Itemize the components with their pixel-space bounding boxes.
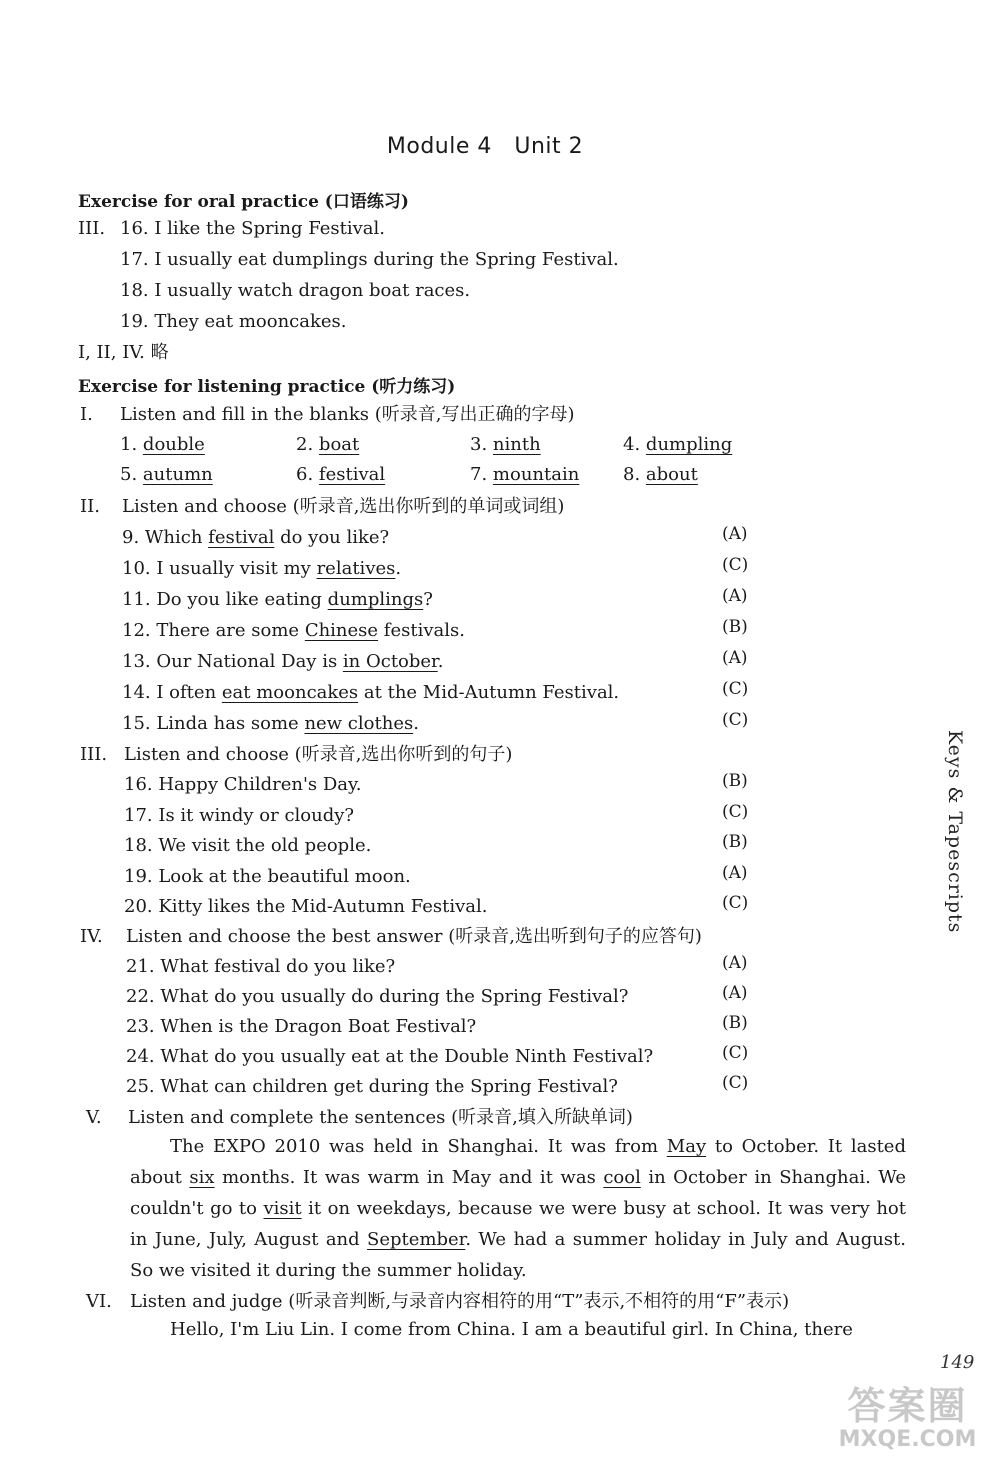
answer-choice: (B) bbox=[722, 771, 748, 791]
section-title: Listen and choose (听录音,选出你听到的单词或词组) bbox=[122, 496, 565, 517]
section-title: Listen and choose the best answer (听录音,选出听到句子的应答句) bbox=[126, 926, 702, 947]
section-label: II. bbox=[80, 496, 100, 517]
watermark-text: 答案圈 bbox=[847, 1384, 968, 1428]
answer-choice: (A) bbox=[722, 648, 748, 668]
answer-choice: (C) bbox=[722, 679, 749, 699]
section-label: III. bbox=[80, 744, 108, 765]
question-item: 20. Kitty likes the Mid-Autumn Festival. bbox=[124, 896, 488, 917]
listening-heading: Exercise for listening practice (听力练习) bbox=[78, 377, 456, 397]
question-item: 16. Happy Children's Day. bbox=[124, 774, 362, 795]
answer-choice: (A) bbox=[722, 983, 748, 1003]
section-label: I. bbox=[80, 404, 93, 425]
answer-choice: (B) bbox=[722, 617, 748, 637]
blank-item: 2. boat bbox=[296, 434, 360, 455]
answer-choice: (A) bbox=[722, 953, 748, 973]
oral-item: 17. I usually eat dumplings during the Spring Festival. bbox=[120, 249, 619, 270]
section-label: V. bbox=[86, 1107, 102, 1128]
answer-choice: (A) bbox=[722, 863, 748, 883]
answer-choice: (B) bbox=[722, 832, 748, 852]
blank-item: 7. mountain bbox=[470, 464, 580, 485]
answer-choice: (C) bbox=[722, 1073, 749, 1093]
question-item: 22. What do you usually do during the Spring Festival? bbox=[126, 986, 629, 1007]
question-item: 15. Linda has some new clothes. bbox=[122, 713, 419, 734]
section-label: VI. bbox=[86, 1291, 112, 1312]
answer-choice: (C) bbox=[722, 1043, 749, 1063]
question-item: 12. There are some Chinese festivals. bbox=[122, 620, 465, 641]
blank-item: 6. festival bbox=[296, 464, 386, 485]
question-item: 10. I usually visit my relatives. bbox=[122, 558, 402, 579]
question-item: 25. What can children get during the Spring Festival? bbox=[126, 1076, 618, 1097]
answer-choice: (C) bbox=[722, 802, 749, 822]
section-title: Listen and complete the sentences (听录音,填入所缺单词) bbox=[128, 1107, 633, 1128]
answer-choice: (C) bbox=[722, 893, 749, 913]
question-item: 23. When is the Dragon Boat Festival? bbox=[126, 1016, 477, 1037]
oral-heading: Exercise for oral practice (口语练习) bbox=[78, 192, 409, 212]
judge-paragraph: Hello, I'm Liu Lin. I come from China. I am a beautiful girl. In China, there bbox=[170, 1319, 853, 1340]
page-number: 149 bbox=[940, 1352, 975, 1373]
answer-choice: (C) bbox=[722, 555, 749, 575]
blank-row bbox=[120, 464, 760, 488]
answer-choice: (B) bbox=[722, 1013, 748, 1033]
oral-item: 18. I usually watch dragon boat races. bbox=[120, 280, 471, 301]
section-title: Listen and choose (听录音,选出你听到的句子) bbox=[124, 744, 513, 765]
page-title: Module 4 Unit 2 bbox=[386, 134, 584, 159]
blank-item: 3. ninth bbox=[470, 434, 541, 455]
blank-row bbox=[120, 434, 760, 458]
oral-section-label: III. bbox=[78, 218, 106, 239]
answer-choice: (C) bbox=[722, 710, 749, 730]
blank-item: 8. about bbox=[623, 464, 698, 485]
cloze-paragraph: The EXPO 2010 was held in Shanghai. It was from May to October. It lasted about six months. It was warm in May and it was cool in October in Shanghai. We couldn't go to visit it on weekdays, because we were busy at school. It was very hot in June, July, August and September. We had a summer holiday in July and August. So we visited it during the summer holiday. bbox=[130, 1136, 906, 1281]
watermark-url: MXQE.COM bbox=[838, 1427, 977, 1452]
section-title: Listen and fill in the blanks (听录音,写出正确的字母) bbox=[120, 404, 575, 425]
question-item: 9. Which festival do you like? bbox=[122, 527, 390, 548]
section-label: IV. bbox=[80, 926, 103, 947]
section-title: Listen and judge (听录音判断,与录音内容相符的用“T”表示,不相符的用“F”表示) bbox=[130, 1291, 790, 1312]
question-item: 19. Look at the beautiful moon. bbox=[124, 866, 411, 887]
question-item: 24. What do you usually eat at the Double Ninth Festival? bbox=[126, 1046, 654, 1067]
blank-item: 4. dumpling bbox=[623, 434, 733, 455]
oral-item: 16. I like the Spring Festival. bbox=[120, 218, 385, 239]
question-item: 21. What festival do you like? bbox=[126, 956, 396, 977]
oral-item: 19. They eat mooncakes. bbox=[120, 311, 347, 332]
answer-choice: (A) bbox=[722, 524, 748, 544]
side-tab: Keys & Tapescripts bbox=[944, 730, 966, 934]
watermark bbox=[820, 1385, 995, 1460]
blank-item: 5. autumn bbox=[120, 464, 213, 485]
question-item: 11. Do you like eating dumplings? bbox=[122, 589, 433, 610]
answer-choice: (A) bbox=[722, 586, 748, 606]
oral-others: I, II, IV. 略 bbox=[78, 342, 169, 363]
question-item: 18. We visit the old people. bbox=[124, 835, 372, 856]
question-item: 14. I often eat mooncakes at the Mid-Autumn Festival. bbox=[122, 682, 620, 703]
blank-item: 1. double bbox=[120, 434, 205, 455]
question-item: 13. Our National Day is in October. bbox=[122, 651, 444, 672]
question-item: 17. Is it windy or cloudy? bbox=[124, 805, 355, 826]
